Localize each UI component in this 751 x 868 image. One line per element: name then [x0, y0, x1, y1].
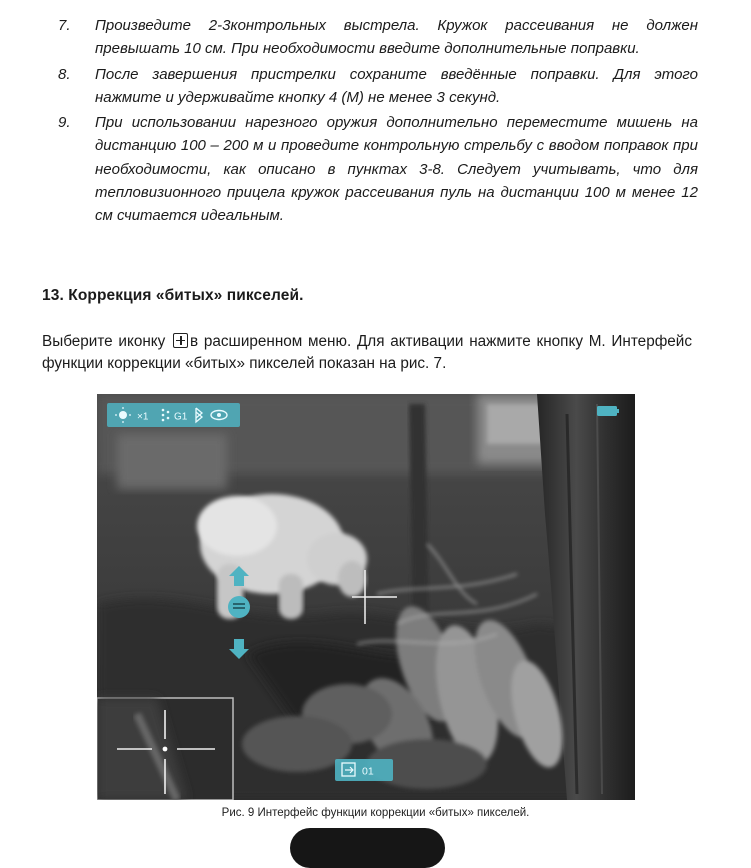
- step-item: [58, 63, 698, 110]
- figure-caption: Рис. 9 Интерфейс функции коррекции «битых» пикселей.: [221, 807, 530, 819]
- battery-icon: [597, 406, 619, 416]
- profile-label: G1: [174, 411, 188, 423]
- section-heading: 13. Коррекция «битых» пикселей.: [42, 287, 304, 304]
- menu-icon[interactable]: [228, 596, 250, 618]
- step-text: После завершения пристрелки сохраните введённые поправки. Для этого нажмите и удерживайте кнопку 4 (M) не менее 3 секунд.: [95, 65, 698, 106]
- step-item: [58, 111, 698, 227]
- paragraph-text: Выберите иконку: [42, 333, 166, 350]
- thermal-scene: [97, 394, 635, 800]
- step-text: Произведите 2-3контрольных выстрела. Кружок рассеивания не должен превышать 10 см. При необходимости введите дополнительные поправки.: [95, 17, 698, 58]
- figure-pixel-correction: [97, 394, 635, 800]
- zoom-level: ×1: [137, 411, 149, 423]
- zoom-inset: [97, 698, 233, 800]
- plus-square-icon: [173, 333, 188, 348]
- page-nav-pill[interactable]: [290, 828, 445, 868]
- pixel-counter: [335, 759, 393, 781]
- step-text: При использовании нарезного оружия дополнительно переместите мишень на дистанцию 100 – 200 м и проведите контрольную стрельбу с вводом поправок при необходимости, как описано в пунктах 3-8. Следует учитывать, что для тепловизионного прицела кружок рассеивания пуль на дистанции 100 м менее 12 см считается идеальным.: [95, 114, 698, 225]
- brightness-icon: [119, 411, 127, 419]
- section-paragraph: [42, 331, 692, 375]
- instruction-steps: [58, 14, 698, 230]
- status-bar: [107, 403, 240, 427]
- step-number: 9.: [58, 114, 71, 132]
- step-item: [58, 14, 698, 61]
- step-number: 7.: [58, 17, 71, 34]
- pixel-count: 01: [362, 765, 374, 778]
- paragraph-text: в расширенном меню. Для активации нажмите кнопку M. Интерфейс функции коррекции «битых» пикселей показан на рис. 7.: [42, 333, 692, 372]
- step-number: 8.: [58, 65, 71, 83]
